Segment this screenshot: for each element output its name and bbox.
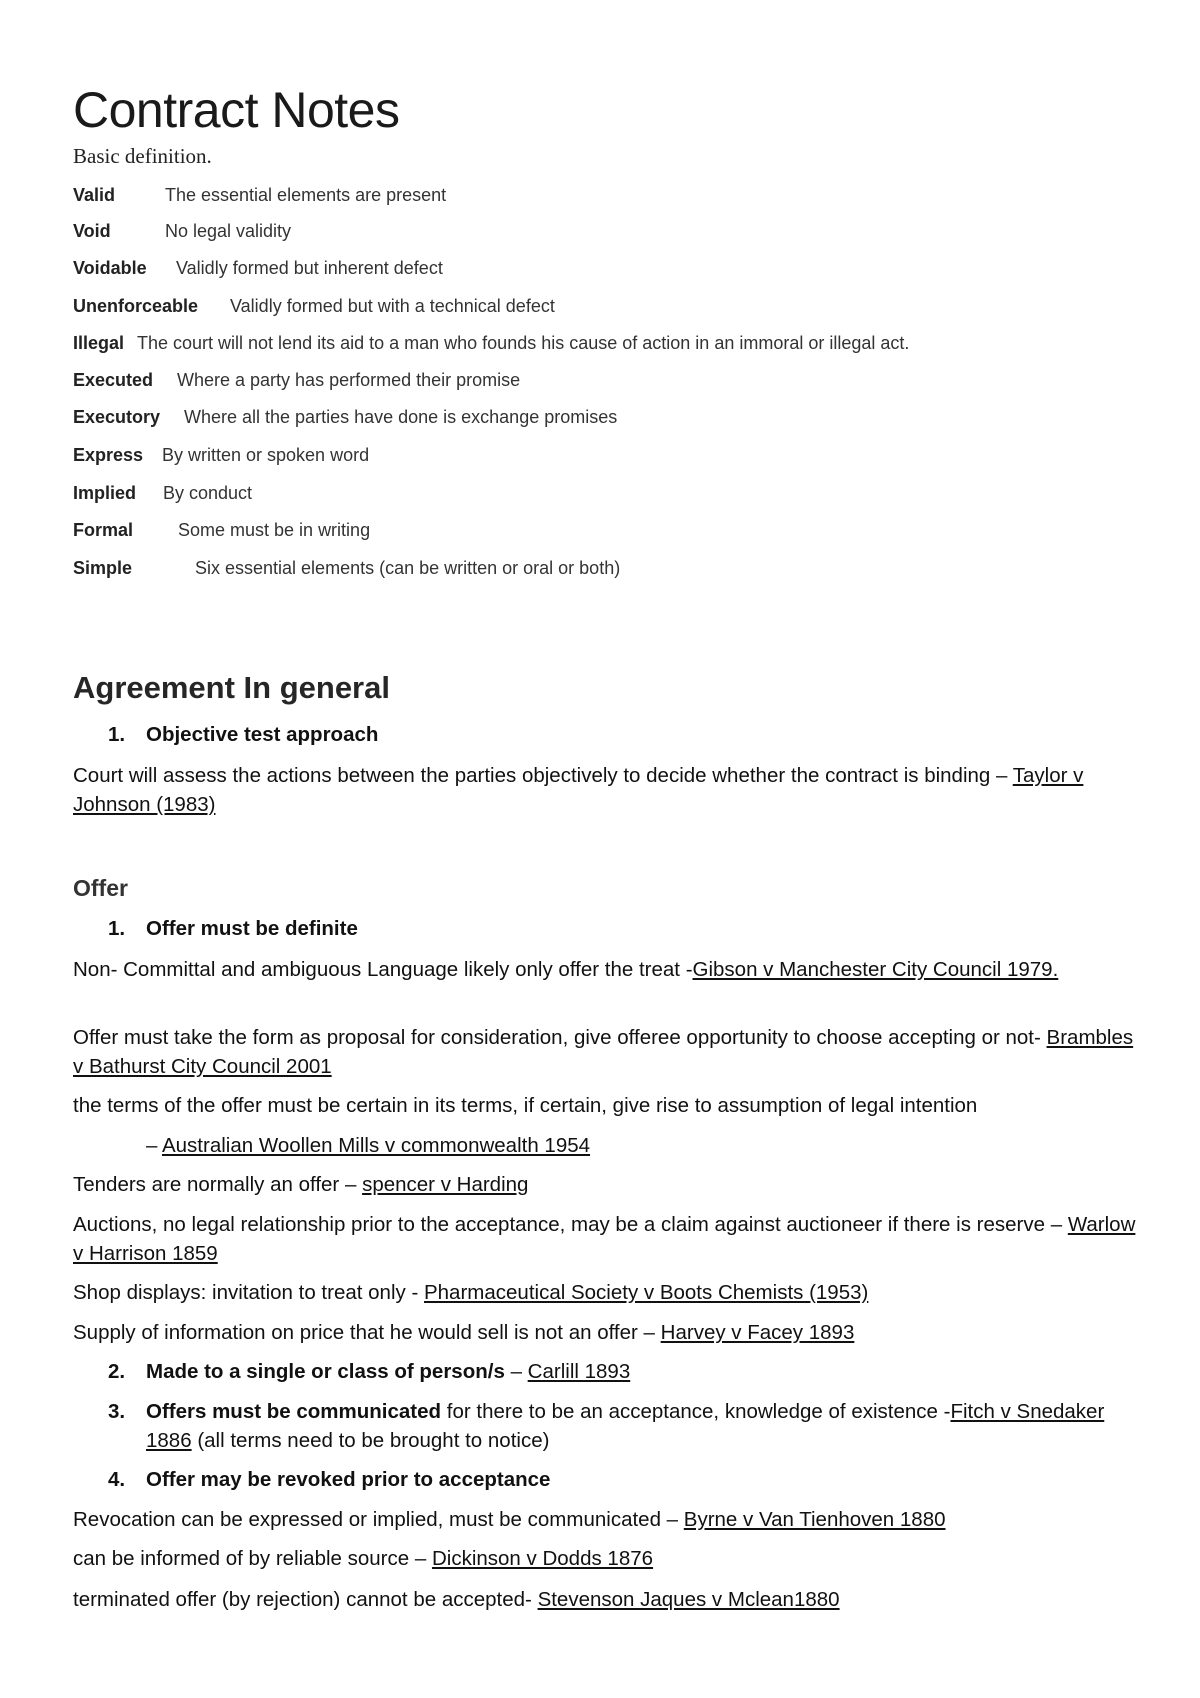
paragraph <box>73 1278 1143 1307</box>
definition-desc: Some must be in writing <box>178 520 371 540</box>
case-citation: Carlill 1893 <box>527 1360 631 1383</box>
definition-desc: Where all the parties have done is exchange promises <box>184 407 618 427</box>
definition-term: Implied <box>73 483 137 503</box>
definition-desc: Six essential elements (can be written or oral or both) <box>195 558 621 578</box>
definition-term: Illegal <box>73 333 125 353</box>
item-number: 1. <box>108 723 126 746</box>
definition-term: Executed <box>73 370 154 390</box>
definition-row <box>73 518 370 542</box>
definition-term: Executory <box>73 407 161 427</box>
definition-desc: Validly formed but with a technical defect <box>230 296 555 316</box>
definition-term: Unenforceable <box>73 296 199 316</box>
definition-term: Valid <box>73 185 116 205</box>
paragraph-text: Offer must take the form as proposal for consideration, give offeree opportunity to choose accepting or not- <box>73 1026 1041 1049</box>
case-citation: Byrne v Van Tienhoven 1880 <box>683 1508 946 1531</box>
paragraph <box>73 1091 1143 1120</box>
definition-row <box>73 405 617 429</box>
paragraph <box>73 1505 1143 1534</box>
item-number: 4. <box>108 1468 126 1491</box>
item-text: for there to be an acceptance, knowledge of existence - <box>446 1400 951 1423</box>
definition-desc: No legal validity <box>165 221 292 241</box>
definition-row <box>73 219 291 243</box>
definition-term: Express <box>73 445 144 465</box>
item-label: Objective test approach <box>146 723 379 746</box>
definition-desc: By written or spoken word <box>162 445 370 465</box>
page-title: Contract Notes <box>73 82 400 138</box>
paragraph-text: terminated offer (by rejection) cannot be accepted- <box>73 1588 532 1611</box>
item-label: Offer must be definite <box>146 917 358 940</box>
case-citation: Harvey v Facey 1893 <box>660 1321 855 1344</box>
case-citation: Fitch v Snedaker 1886 <box>146 1400 1105 1452</box>
case-citation: spencer v Harding <box>362 1173 529 1196</box>
item-label: Made to a single or class of person/s <box>146 1360 505 1383</box>
paragraph-text: Non- Committal and ambiguous Language likely only offer the treat - <box>73 958 693 981</box>
paragraph <box>73 761 1143 819</box>
paragraph <box>73 1170 1143 1199</box>
item-number: 2. <box>108 1360 126 1383</box>
definition-desc: Validly formed but inherent defect <box>176 258 443 278</box>
numbered-item <box>108 1357 1143 1386</box>
definition-desc: The essential elements are present <box>165 185 447 205</box>
definition-term: Formal <box>73 520 134 540</box>
item-tail: (all terms need to be brought to notice) <box>197 1429 550 1452</box>
case-citation: Australian Woollen Mills v commonwealth 1954 <box>161 1134 591 1157</box>
definition-desc: By conduct <box>163 483 253 503</box>
definition-desc: The court will not lend its aid to a man who founds his cause of action in an immoral or illegal act. <box>137 333 910 353</box>
numbered-item <box>108 914 1143 943</box>
numbered-item <box>108 1397 1143 1455</box>
definition-row <box>73 556 620 580</box>
item-label: Offer may be revoked prior to acceptance <box>146 1468 551 1491</box>
definition-row <box>73 481 252 505</box>
item-label: Offers must be communicated <box>146 1400 442 1423</box>
page-subtitle: Basic definition. <box>73 144 212 168</box>
definition-term: Void <box>73 221 111 241</box>
paragraph-text: can be informed of by reliable source – <box>73 1547 427 1570</box>
case-citation: Taylor v Johnson (1983) <box>73 764 1084 816</box>
paragraph-text: Court will assess the actions between the parties objectively to decide whether the contract is binding – <box>73 764 1008 787</box>
case-citation: Dickinson v Dodds 1876 <box>431 1547 654 1570</box>
item-number: 3. <box>108 1400 126 1423</box>
paragraph-text: Supply of information on price that he would sell is not an offer – <box>73 1321 655 1344</box>
case-citation: Gibson v Manchester City Council 1979. <box>692 958 1059 981</box>
numbered-item <box>108 720 1143 749</box>
item-text: – <box>510 1360 522 1383</box>
paragraph-text: Tenders are normally an offer – <box>73 1173 357 1196</box>
paragraph-text: Shop displays: invitation to treat only - <box>73 1281 419 1304</box>
item-number: 1. <box>108 917 126 940</box>
definition-term: Voidable <box>73 258 147 278</box>
paragraph-text: – <box>146 1134 158 1157</box>
paragraph-text: the terms of the offer must be certain in its terms, if certain, give rise to assumption of legal intention <box>73 1094 978 1117</box>
case-citation: Brambles v Bathurst City Council 2001 <box>73 1026 1134 1078</box>
definition-term: Simple <box>73 558 133 578</box>
paragraph <box>73 1318 1143 1347</box>
definition-row <box>73 183 446 207</box>
case-citation: Pharmaceutical Society v Boots Chemists (1953) <box>423 1281 869 1304</box>
paragraph <box>146 1131 1200 1160</box>
definition-row <box>73 256 443 280</box>
section-heading-offer: Offer <box>73 875 128 901</box>
paragraph <box>73 1585 1143 1614</box>
definition-row <box>73 368 520 392</box>
paragraph <box>73 1544 1143 1573</box>
paragraph-text: Revocation can be expressed or implied, must be communicated – <box>73 1508 679 1531</box>
definition-row <box>73 294 555 318</box>
definition-row <box>73 443 369 467</box>
paragraph <box>73 1023 1143 1081</box>
paragraph <box>73 1210 1143 1268</box>
definition-row <box>73 331 909 355</box>
numbered-item <box>108 1465 1143 1494</box>
section-heading-agreement: Agreement In general <box>73 670 390 705</box>
definition-desc: Where a party has performed their promise <box>177 370 521 390</box>
paragraph <box>73 955 1143 984</box>
paragraph-text: Auctions, no legal relationship prior to the acceptance, may be a claim against auctioneer if there is reserve – <box>73 1213 1063 1236</box>
case-citation: Stevenson Jaques v Mclean1880 <box>537 1588 840 1611</box>
case-citation: Warlow v Harrison 1859 <box>73 1213 1136 1265</box>
